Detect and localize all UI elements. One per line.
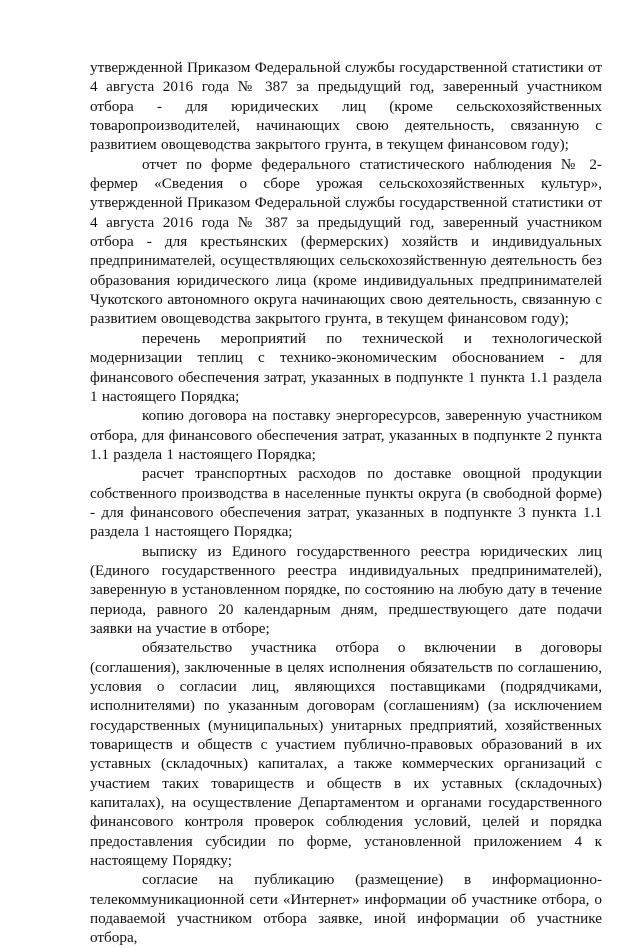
- paragraph-modernization-list: перечень мероприятий по технической и технологической модернизации теплиц с технико-экономическим обоснованием - для финансового обеспечения затрат, указанных в подпункте 1 пункта 1.1 раздела 1 настоящего Порядка;: [90, 329, 602, 405]
- document-body: [90, 58, 602, 948]
- paragraph-publication-consent: согласие на публикацию (размещение) в информационно-телекоммуникационной сети «Интернет» информации об участнике отбора, о подаваемой участником отбора заявке, иной информации об участнике отбора,: [90, 871, 602, 947]
- paragraph-participant-obligation: обязательство участника отбора о включении в договоры (соглашения), заключенные в целях исполнения обязательств по соглашению, условия о согласии лиц, являющихся поставщиками (подрядчиками, исполнителями) по указанным договорам (соглашениям) (за исключением государственных (муниципальных) унитарных предприятий, хозяйственных товариществ и обществ с участием публично-правовых образований в их уставных (складочных) капиталах, а также коммерческих организаций с участием таких товариществ и обществ в их уставных (складочных) капиталах), на осуществление Департаментом и органами государственного финансового контроля проверок соблюдения условий, целей и порядка предоставления субсидии по форме, установленной приложением 4 к настоящему Порядку;: [90, 639, 602, 870]
- paragraph-transport-calculation: расчет транспортных расходов по доставке овощной продукции собственного производства в населенные пункты округа (в свободной форме) - для финансового обеспечения затрат, указанных в подпункте 3 пункта 1.1 раздела 1 настоящего Порядка;: [90, 465, 602, 541]
- paragraph-energy-contract: копию договора на поставку энергоресурсов, заверенную участником отбора, для финансового обеспечения затрат, указанных в подпункте 2 пункта 1.1 раздела 1 настоящего Порядка;: [90, 407, 602, 463]
- paragraph-continuation: утвержденной Приказом Федеральной службы государственной статистики от 4 августа 2016 года № 387 за предыдущий год, заверенный участником отбора - для юридических лиц (кроме сельскохозяйственных товаропроизводителей, начинающих свою деятельность, связанную с развитием овощеводства закрытого грунта, в текущем финансовом году);: [90, 59, 602, 154]
- paragraph-register-extract: выписку из Единого государственного реестра юридических лиц (Единого государственного реестра индивидуальных предпринимателей), заверенную в установленном порядке, по состоянию на любую дату в течение периода, равного 20 календарным дням, предшествующего дате подачи заявки на участие в отборе;: [90, 542, 602, 637]
- paragraph-report-2-fermer: отчет по форме федерального статистического наблюдения № 2-фермер «Сведения о сборе урожая сельскохозяйственных культур», утвержденной Приказом Федеральной службы государственной статистики от 4 августа 2016 года № 387 за предыдущий год, заверенный участником отбора - для крестьянских (фермерских) хозяйств и индивидуальных предпринимателей, осуществляющих сельскохозяйственную деятельность без образования юридического лица (кроме индивидуальных предпринимателей Чукотского автономного округа начинающих свою деятельность, связанную с развитием овощеводства закрытого грунта, в текущем финансовом году);: [90, 155, 602, 328]
